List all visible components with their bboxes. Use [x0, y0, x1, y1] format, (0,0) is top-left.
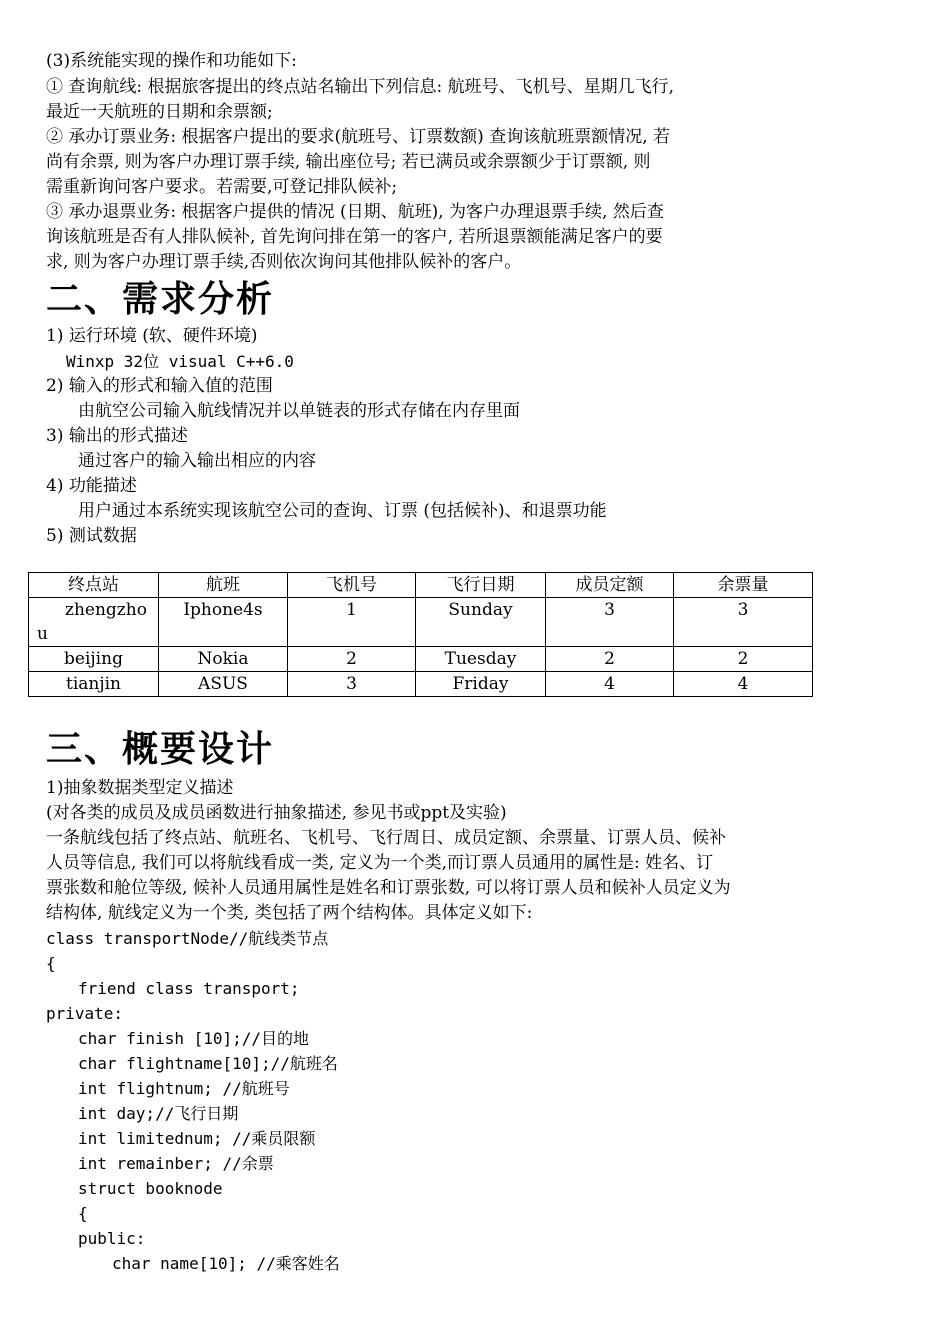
code-line: {: [78, 1204, 88, 1223]
code-line: int limitednum; //乘员限额: [78, 1129, 316, 1148]
table-cell: Iphone4s: [159, 598, 288, 647]
table-cell: 2: [674, 647, 813, 672]
table-cell: 3: [674, 598, 813, 647]
code-line: friend class transport;: [78, 979, 300, 998]
test-data-table: [28, 572, 813, 697]
requirement-item: 5) 测试数据: [46, 526, 137, 546]
code-line: private:: [46, 1004, 124, 1023]
intro-line: 尚有余票, 则为客户办理订票手续, 输出座位号; 若已满员或余票额少于订票额, 则: [46, 152, 651, 172]
design-line: 一条航线包括了终点站、航班名、飞机号、飞行周日、成员定额、余票量、订票人员、候补: [46, 828, 726, 848]
intro-line: 最近一天航班的日期和余票额;: [46, 102, 273, 122]
table-header-cell: 成员定额: [546, 573, 674, 598]
code-line: int remainber; //余票: [78, 1154, 274, 1173]
table-cell: 2: [546, 647, 674, 672]
code-line: public:: [78, 1229, 146, 1248]
code-line: int day;//飞行日期: [78, 1104, 239, 1123]
intro-line: ① 查询航线: 根据旅客提出的终点站名输出下列信息: 航班号、飞机号、星期几飞行,: [46, 77, 675, 97]
intro-line: 需重新询问客户要求。若需要,可登记排队候补;: [46, 177, 398, 197]
design-line: 人员等信息, 我们可以将航线看成一类, 定义为一个类,而订票人员通用的属性是: 姓名、订: [46, 853, 714, 873]
table-header-cell: 飞行日期: [416, 573, 546, 598]
design-line: 结构体, 航线定义为一个类, 类包括了两个结构体。具体定义如下:: [46, 903, 533, 923]
design-line: (对各类的成员及成员函数进行抽象描述, 参见书或ppt及实验): [46, 803, 507, 823]
code-line: char name[10]; //乘客姓名: [112, 1254, 340, 1273]
code-line: {: [46, 954, 56, 973]
intro-line: 询该航班是否有人排队候补, 首先询问排在第一的客户, 若所退票额能满足客户的要: [46, 227, 663, 247]
code-line: char finish [10];//目的地: [78, 1029, 310, 1048]
table-cell: 1: [288, 598, 416, 647]
table-header-cell: 余票量: [674, 573, 813, 598]
table-row: [29, 672, 813, 697]
table-header-cell: 飞机号: [288, 573, 416, 598]
table-cell: Nokia: [159, 647, 288, 672]
table-cell: Friday: [416, 672, 546, 697]
code-line: struct booknode: [78, 1179, 223, 1198]
design-line: 1)抽象数据类型定义描述: [46, 778, 234, 798]
table-cell: Sunday: [416, 598, 546, 647]
table-header-row: [29, 573, 813, 598]
table-cell: zhengzhou: [29, 598, 159, 647]
table-header-cell: 终点站: [29, 573, 159, 598]
table-cell: tianjin: [29, 672, 159, 697]
intro-line: ② 承办订票业务: 根据客户提出的要求(航班号、订票数额) 查询该航班票额情况, 若: [46, 127, 671, 147]
section-heading-requirements: 二、需求分析: [46, 279, 275, 320]
requirement-item: 1) 运行环境 (软、硬件环境): [46, 326, 258, 346]
intro-line: ③ 承办退票业务: 根据客户提供的情况 (日期、航班), 为客户办理退票手续, 然后查: [46, 202, 664, 222]
requirement-item: 3) 输出的形式描述: [46, 426, 188, 446]
code-line: class transportNode//航线类节点: [46, 929, 329, 948]
table-cell: 3: [288, 672, 416, 697]
design-line: 票张数和舱位等级, 候补人员通用属性是姓名和订票张数, 可以将订票人员和候补人员定义为: [46, 878, 731, 898]
table-cell: 2: [288, 647, 416, 672]
intro-line: 求, 则为客户办理订票手续,否则依次询问其他排队候补的客户。: [46, 252, 522, 272]
code-line: int flightnum; //航班号: [78, 1079, 290, 1098]
table-cell: beijing: [29, 647, 159, 672]
table-cell: ASUS: [159, 672, 288, 697]
section-heading-design: 三、概要设计: [46, 729, 275, 770]
table-row: [29, 647, 813, 672]
requirement-item: 用户通过本系统实现该航空公司的查询、订票 (包括候补)、和退票功能: [78, 501, 607, 521]
requirement-item: Winxp 32位 visual C++6.0: [66, 352, 294, 371]
table-cell: 4: [674, 672, 813, 697]
code-line: char flightname[10];//航班名: [78, 1054, 338, 1073]
requirement-item: 2) 输入的形式和输入值的范围: [46, 376, 273, 396]
requirement-item: 由航空公司输入航线情况并以单链表的形式存储在内存里面: [78, 401, 520, 421]
table-row: [29, 598, 813, 647]
table-header-cell: 航班: [159, 573, 288, 598]
table-cell: Tuesday: [416, 647, 546, 672]
requirement-item: 通过客户的输入输出相应的内容: [78, 451, 316, 471]
requirement-item: 4) 功能描述: [46, 476, 137, 496]
table-cell: 4: [546, 672, 674, 697]
intro-line: (3)系统能实现的操作和功能如下:: [46, 51, 297, 71]
table-cell: 3: [546, 598, 674, 647]
